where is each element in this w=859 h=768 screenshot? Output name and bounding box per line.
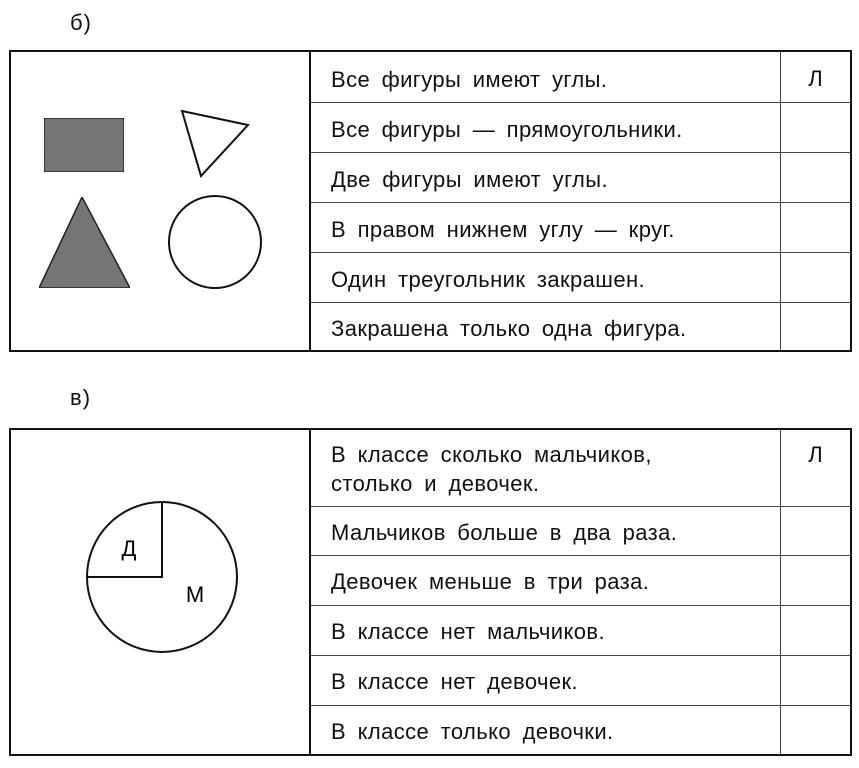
statement-text: Все фигуры имеют углы.: [331, 67, 608, 92]
answer-cell[interactable]: [780, 203, 850, 252]
statement-row: [311, 152, 850, 202]
statement-row: [311, 302, 850, 350]
girls-label: Д: [121, 536, 137, 561]
statement-row: [311, 605, 850, 655]
answer-cell[interactable]: [780, 507, 850, 555]
statement-text: Две фигуры имеют углы.: [331, 167, 608, 192]
statement-row: [311, 430, 850, 506]
figures-svg: [11, 52, 309, 350]
statement-line: В классе сколько мальчиков,: [331, 442, 652, 467]
statement-text: В классе нет мальчиков.: [331, 619, 605, 644]
section-label-b: б): [70, 10, 92, 35]
statement-text: Девочек меньше в три раза.: [331, 569, 650, 594]
statement-row: [311, 655, 850, 705]
answer-cell[interactable]: [780, 430, 850, 506]
statement-row: [311, 102, 850, 152]
gray-triangle: [39, 197, 130, 288]
statement-row: [311, 555, 850, 605]
statement-text: [331, 440, 652, 498]
answer-mark: Л: [808, 66, 823, 91]
pie-picture: [11, 430, 311, 754]
answer-cell[interactable]: [780, 52, 850, 102]
statements-b: [311, 52, 850, 350]
statement-text: Закрашена только одна фигура.: [331, 316, 687, 341]
statement-text: В правом нижнем углу — круг.: [331, 217, 675, 242]
gray-rectangle: [44, 118, 124, 172]
answer-cell[interactable]: [780, 606, 850, 655]
statement-text: В классе только девочки.: [331, 719, 614, 744]
boys-label: М: [185, 582, 205, 607]
answer-cell[interactable]: [780, 103, 850, 152]
statement-row: [311, 506, 850, 555]
statement-row: [311, 52, 850, 102]
figures-picture: [11, 52, 311, 350]
answer-cell[interactable]: [780, 656, 850, 705]
task-b-table: [9, 50, 852, 352]
pie-svg: [11, 430, 309, 754]
white-triangle: [182, 111, 248, 176]
answer-cell[interactable]: [780, 706, 850, 754]
white-circle: [169, 196, 261, 288]
answer-mark: Л: [808, 442, 823, 467]
task-v-table: [9, 428, 852, 756]
answer-cell[interactable]: [780, 253, 850, 302]
statement-text: Один треугольник закрашен.: [331, 267, 646, 292]
statement-text: Все фигуры — прямоугольники.: [331, 117, 683, 142]
statement-row: [311, 252, 850, 302]
answer-cell[interactable]: [780, 556, 850, 605]
answer-cell[interactable]: [780, 303, 850, 350]
statements-v: [311, 430, 850, 754]
statement-text: Мальчиков больше в два раза.: [331, 520, 678, 545]
answer-cell[interactable]: [780, 153, 850, 202]
statement-line: столько и девочек.: [331, 471, 540, 496]
section-label-v: в): [70, 385, 92, 410]
statement-row: [311, 705, 850, 754]
statement-row: [311, 202, 850, 252]
statement-text: В классе нет девочек.: [331, 669, 579, 694]
